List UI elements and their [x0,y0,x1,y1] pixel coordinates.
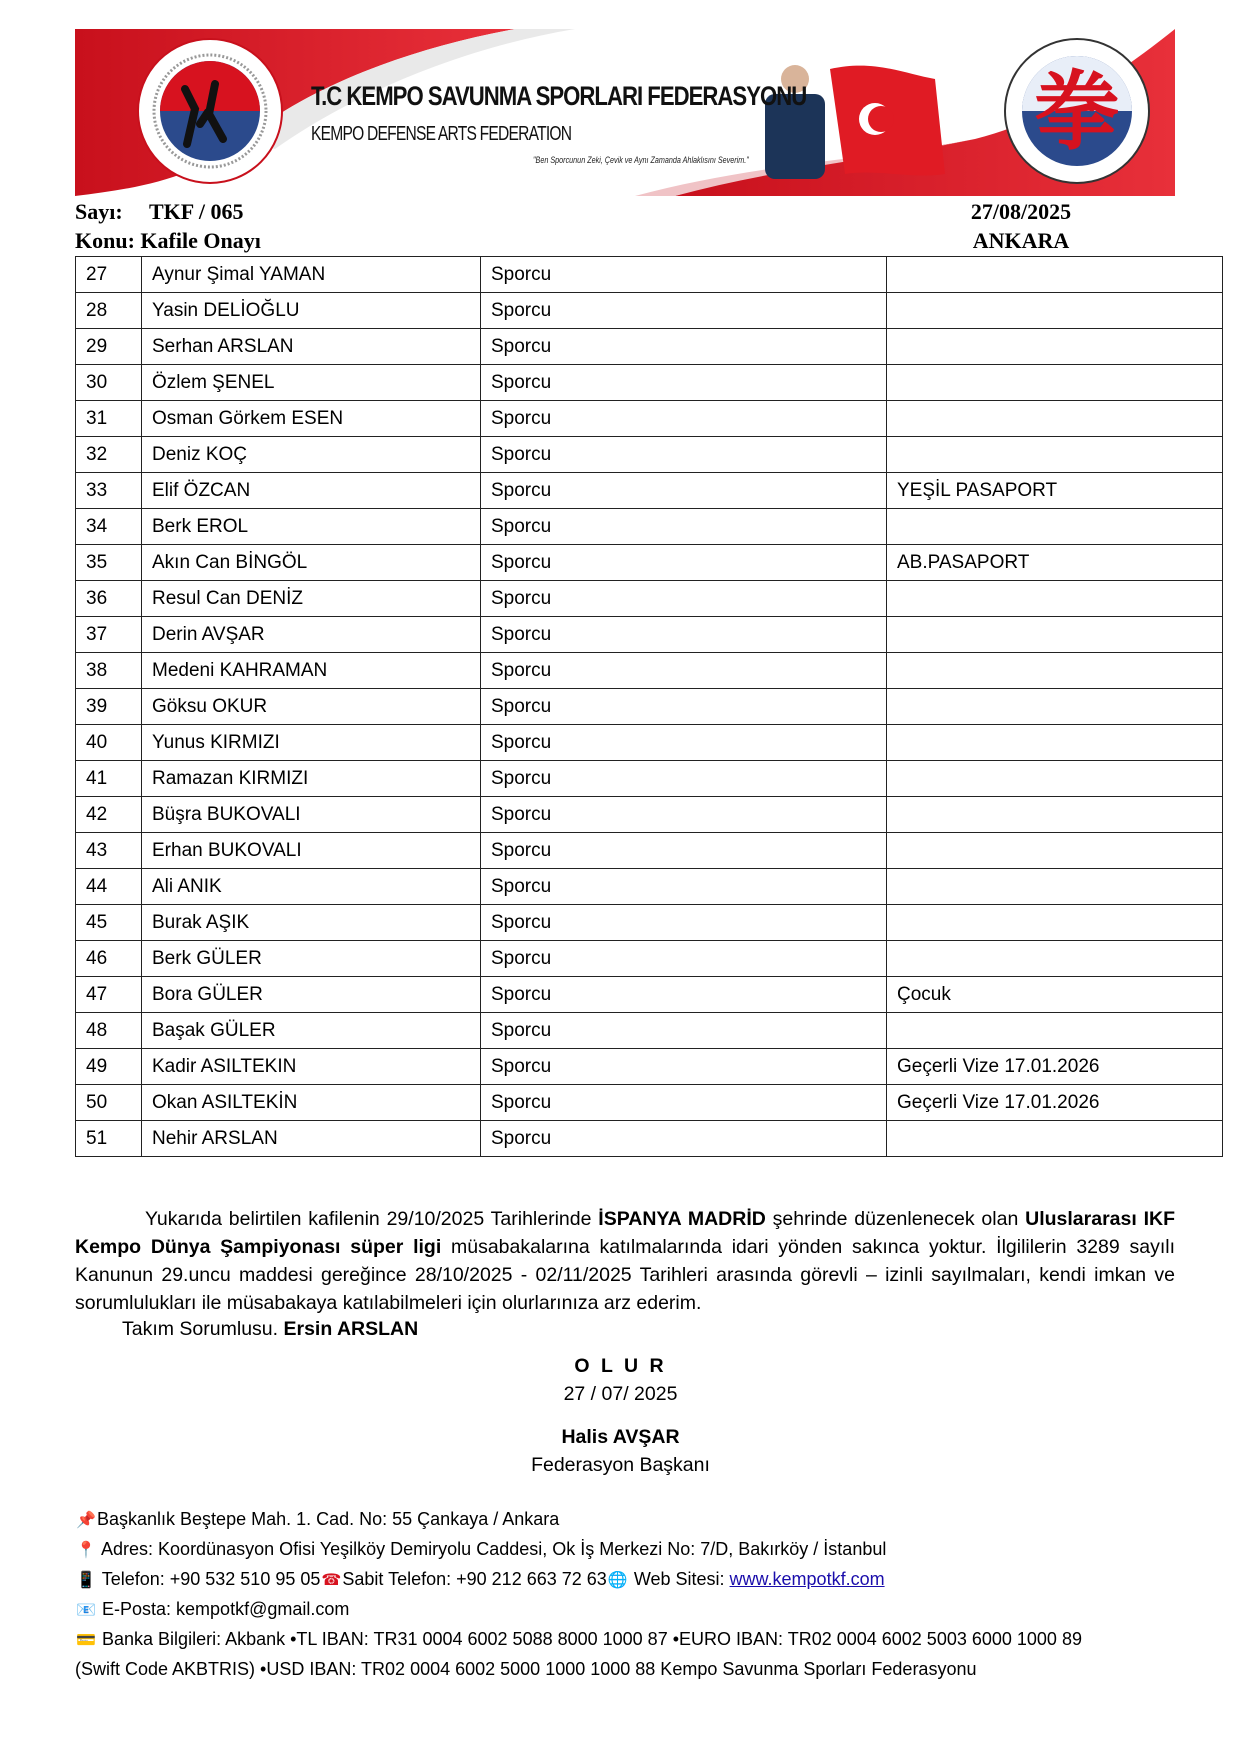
table-row [76,293,1223,329]
athlete-note [887,1013,1223,1049]
athlete-note [887,401,1223,437]
banner-background [75,29,1175,196]
athlete-name: Ramazan KIRMIZI [142,761,481,797]
athlete-name: Derin AVŞAR [142,617,481,653]
row-number: 36 [76,581,142,617]
number-label: Sayı: [75,199,123,224]
athlete-role: Sporcu [481,797,887,833]
table-row [76,833,1223,869]
athlete-note [887,293,1223,329]
row-number: 32 [76,437,142,473]
row-number: 34 [76,509,142,545]
responsible-label: Takım Sorumlusu. [122,1318,279,1340]
credit-card-icon: 💳 [76,1632,96,1649]
athlete-role: Sporcu [481,653,887,689]
responsible-name: Ersin ARSLAN [283,1318,419,1340]
athlete-name: Kadir ASILTEKIN [142,1049,481,1085]
athlete-role: Sporcu [481,761,887,797]
athlete-note: Geçerli Vize 17.01.2026 [887,1049,1223,1085]
table-row [76,257,1223,293]
number-value: TKF / 065 [149,199,244,224]
athlete-role: Sporcu [481,293,887,329]
athlete-name: Göksu OKUR [142,689,481,725]
table-row [76,653,1223,689]
team-responsible [122,1318,418,1341]
document-subject [75,228,261,254]
landline: Sabit Telefon: +90 212 663 72 63 [342,1569,607,1589]
table-row [76,545,1223,581]
athlete-note [887,437,1223,473]
hq-address: Başkanlık Beştepe Mah. 1. Cad. No: 55 Çankaya / Ankara [97,1509,560,1529]
athlete-role: Sporcu [481,869,887,905]
table-row [76,617,1223,653]
signer-title: Federasyon Başkanı [531,1454,710,1476]
athlete-note [887,689,1223,725]
athlete-role: Sporcu [481,1085,887,1121]
athlete-name: Yunus KIRMIZI [142,725,481,761]
row-number: 49 [76,1049,142,1085]
row-number: 37 [76,617,142,653]
row-number: 51 [76,1121,142,1157]
mobile-phone-icon: 📱 [76,1572,96,1589]
athlete-note [887,797,1223,833]
athlete-role: Sporcu [481,725,887,761]
row-number: 38 [76,653,142,689]
location-bold: İSPANYA MADRİD [598,1208,766,1230]
athlete-name: Özlem ŞENEL [142,365,481,401]
document-date: 27/08/2025 [970,199,1072,224]
table-row [76,869,1223,905]
athlete-role: Sporcu [481,833,887,869]
phone: Telefon: +90 532 510 95 05 [101,1569,321,1589]
ikf-emblem-icon [1005,39,1149,183]
athlete-note [887,509,1223,545]
contact-footer [75,1505,1175,1683]
athlete-name: Büşra BUKOVALI [142,797,481,833]
athlete-name: Berk GÜLER [142,941,481,977]
athlete-role: Sporcu [481,905,887,941]
athlete-name: Akın Can BİNGÖL [142,545,481,581]
subject-label: Konu: [75,228,135,253]
athlete-name: Ali ANIK [142,869,481,905]
olur-heading: O L U R [574,1355,667,1377]
athlete-role: Sporcu [481,1121,887,1157]
athlete-name: Erhan BUKOVALI [142,833,481,869]
athlete-note [887,257,1223,293]
web-label: Web Sitesi: [633,1569,725,1589]
athlete-role: Sporcu [481,401,887,437]
athlete-note [887,869,1223,905]
athlete-note: Geçerli Vize 17.01.2026 [887,1085,1223,1121]
office-address: Adres: Koordünasyon Ofisi Yeşilköy Demiryolu Caddesi, Ok İş Merkezi No: 7/D, Bakırköy / İstanbul [101,1539,887,1559]
athlete-role: Sporcu [481,977,887,1013]
row-number: 42 [76,797,142,833]
letterhead-banner [75,29,1175,196]
athlete-note [887,1121,1223,1157]
row-number: 28 [76,293,142,329]
athlete-role: Sporcu [481,617,887,653]
athlete-name: Nehir ARSLAN [142,1121,481,1157]
row-number: 48 [76,1013,142,1049]
table-row [76,797,1223,833]
table-row [76,977,1223,1013]
row-number: 33 [76,473,142,509]
svg-text:拳: 拳 [1034,62,1120,162]
row-number: 41 [76,761,142,797]
athlete-role: Sporcu [481,1013,887,1049]
bank-info-line2: (Swift Code AKBTRIS) •USD IBAN: TR02 0004 6002 5000 1000 1000 88 Kempo Savunma Sporları Federasyonu [75,1659,977,1679]
athlete-role: Sporcu [481,437,887,473]
table-row [76,581,1223,617]
athlete-name: Berk EROL [142,509,481,545]
table-row [76,905,1223,941]
org-subtitle: KEMPO DEFENSE ARTS FEDERATION [311,123,572,145]
athlete-name: Serhan ARSLAN [142,329,481,365]
athlete-note [887,725,1223,761]
table-row [76,941,1223,977]
table-row [76,437,1223,473]
subject-value: Kafile Onayı [140,228,261,253]
athlete-note [887,653,1223,689]
quote: "Ben Sporcunun Zeki, Çevik ve Aynı Zamanda Ahlaklısını Severim." [533,155,749,165]
athlete-role: Sporcu [481,509,887,545]
athlete-note [887,365,1223,401]
row-number: 47 [76,977,142,1013]
row-number: 30 [76,365,142,401]
bank-info-line1: Banka Bilgileri: Akbank •TL IBAN: TR31 0004 6002 5088 8000 1000 87 •EURO IBAN: TR02 0004 6002 5003 6000 1000 89 [102,1629,1082,1649]
athlete-note [887,329,1223,365]
row-number: 31 [76,401,142,437]
event-name-bold: Uluslararası IKF Kempo Dünya Şampiyonası süper ligi [75,1208,1176,1258]
athlete-note [887,833,1223,869]
email: E-Posta: kempotkf@gmail.com [102,1599,350,1619]
table-row [76,401,1223,437]
athlete-name: Okan ASILTEKİN [142,1085,481,1121]
org-title: T.C KEMPO SAVUNMA SPORLARI FEDERASYONU [311,81,807,111]
row-number: 50 [76,1085,142,1121]
athlete-name: Burak AŞIK [142,905,481,941]
athlete-role: Sporcu [481,941,887,977]
signer-name: Halis AVŞAR [561,1426,680,1448]
table-row [76,1013,1223,1049]
athlete-note: AB.PASAPORT [887,545,1223,581]
email-icon: 📧 [76,1602,96,1619]
delegation-table [75,256,1223,1157]
row-number: 29 [76,329,142,365]
athlete-note: Çocuk [887,977,1223,1013]
telephone-icon: ☎ [321,1572,342,1589]
athlete-name: Deniz KOÇ [142,437,481,473]
document-number [75,199,244,225]
table-row [76,1085,1223,1121]
athlete-role: Sporcu [481,1049,887,1085]
federation-emblem-icon [138,39,282,183]
athlete-name: Resul Can DENİZ [142,581,481,617]
athlete-name: Osman Görkem ESEN [142,401,481,437]
athlete-role: Sporcu [481,545,887,581]
document-city: ANKARA [972,228,1070,253]
row-number: 46 [76,941,142,977]
athlete-name: Başak GÜLER [142,1013,481,1049]
table-row [76,725,1223,761]
athlete-note: YEŞİL PASAPORT [887,473,1223,509]
table-row [76,473,1223,509]
athlete-role: Sporcu [481,365,887,401]
row-number: 27 [76,257,142,293]
row-number: 43 [76,833,142,869]
row-number: 35 [76,545,142,581]
website-link[interactable]: www.kempotkf.com [729,1569,885,1589]
row-number: 44 [76,869,142,905]
athlete-role: Sporcu [481,689,887,725]
row-number: 40 [76,725,142,761]
athlete-note [887,941,1223,977]
row-number: 39 [76,689,142,725]
athlete-name: Elif ÖZCAN [142,473,481,509]
table-row [76,329,1223,365]
approval-request-paragraph: Yukarıda belirtilen kafilenin 29/10/2025 Tarihlerinde İSPANYA MADRİD şehrinde düzenlenecek olan Uluslararası IKF Kempo Dünya Şampiyonası süper ligi müsabakalarına katılmalarında idari yönden sakınca yoktur. İlgililerin 3289 sayılı Kanunun 29.uncu maddesi gereğince 28/10/2025 - 02/11/2025 Tarihleri arasında görevli – izinli sayılmaları, kendi imkan ve sorumlulukları ile müsabakaya katılabilmeleri için olurlarınıza arz ederim. [75,1208,1176,1314]
athlete-role: Sporcu [481,473,887,509]
table-row [76,689,1223,725]
row-number: 45 [76,905,142,941]
table-row [76,1049,1223,1085]
table-row [76,1121,1223,1157]
table-row [76,509,1223,545]
athlete-note [887,905,1223,941]
athlete-name: Yasin DELİOĞLU [142,293,481,329]
athlete-role: Sporcu [481,257,887,293]
location-pin-icon: 📍 [76,1542,96,1559]
athlete-role: Sporcu [481,329,887,365]
globe-icon: 🌐 [607,1572,628,1589]
table-row [76,761,1223,797]
athlete-note [887,761,1223,797]
athlete-name: Aynur Şimal YAMAN [142,257,481,293]
athlete-note [887,617,1223,653]
athlete-role: Sporcu [481,581,887,617]
athlete-name: Bora GÜLER [142,977,481,1013]
pushpin-icon: 📌 [76,1512,96,1529]
athlete-name: Medeni KAHRAMAN [142,653,481,689]
approval-date: 27 / 07/ 2025 [563,1383,678,1405]
athlete-note [887,581,1223,617]
table-row [76,365,1223,401]
